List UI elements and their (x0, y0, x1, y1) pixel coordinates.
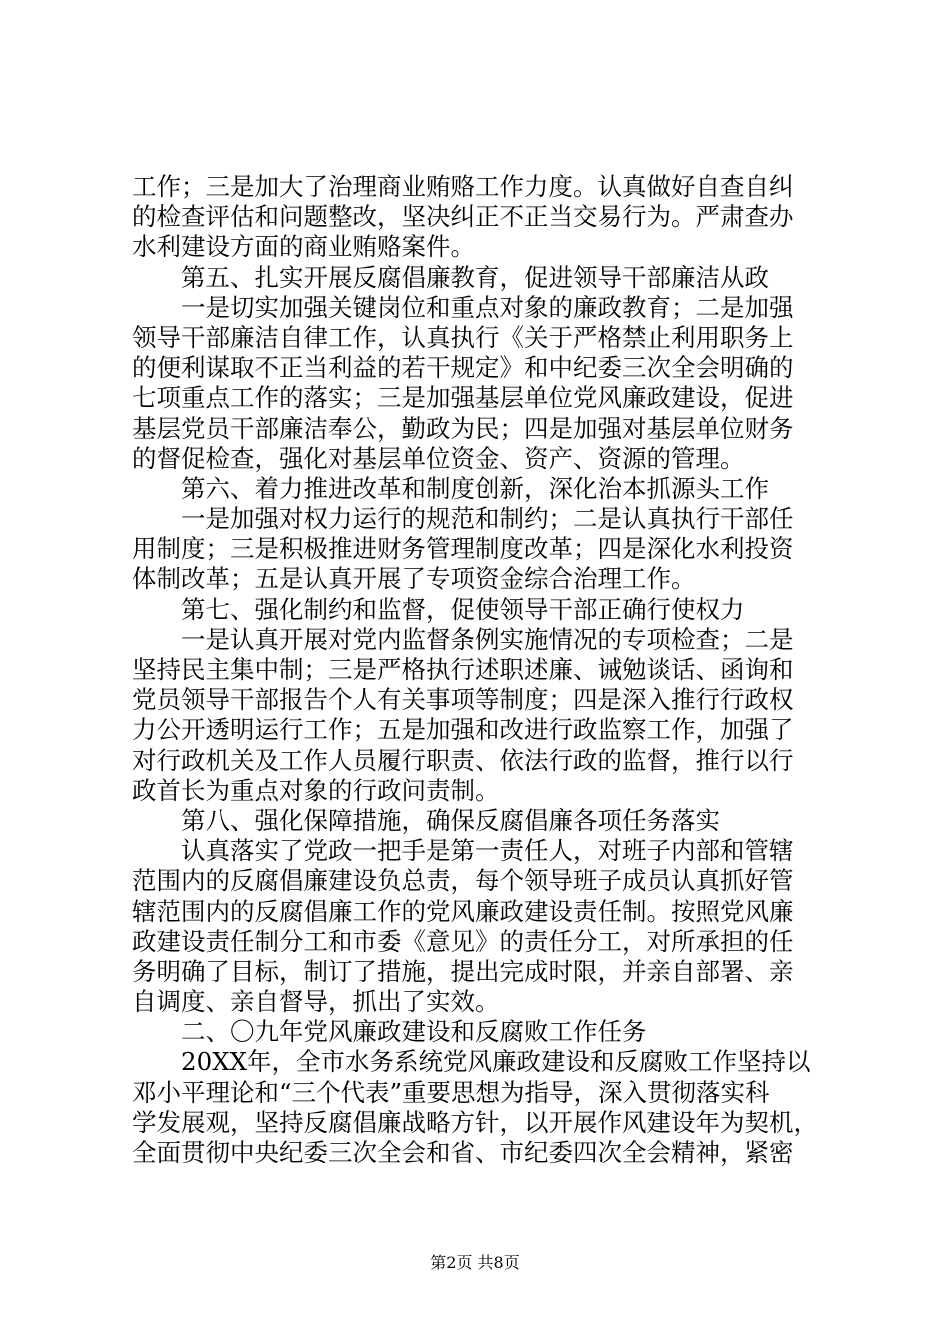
text-line: 水利建设方面的商业贿赂案件。 (132, 232, 475, 262)
text-line: 坚持民主集中制；三是严格执行述职述廉、诫勉谈话、函询和 (132, 655, 794, 684)
text-line: 务明确了目标，制订了措施，提出完成时限，并亲自部署、亲 (132, 956, 794, 986)
text-line: 用制度；三是积极推进财务管理制度改革；四是深化水利投资 (132, 534, 794, 564)
document-body (132, 172, 830, 1168)
text-line: 一是认真开展对党内监督条例实施情况的专项检查；二是 (132, 624, 794, 654)
text-line: 体制改革；五是认真开展了专项资金综合治理工作。 (132, 564, 696, 594)
text-line: 的便利谋取不正当利益的若干规定》和中纪委三次全会明确的 (132, 353, 794, 383)
text-line: 的督促检查，强化对基层单位资金、资产、资源的管理。 (132, 443, 745, 473)
text-line: 20XX年，全市水务系统党风廉政建设和反腐败工作坚持以 (132, 1047, 811, 1077)
text-line: 工作；三是加大了治理商业贿赂工作力度。认真做好自查自纠 (132, 172, 794, 201)
text-line: 一是切实加强关键岗位和重点对象的廉政教育；二是加强 (132, 292, 794, 322)
page-footer: 第2页 共8页 (430, 1253, 520, 1272)
text-line: 政首长为重点对象的行政问责制。 (132, 775, 500, 805)
section-heading: 第六、着力推进改革和制度创新，深化治本抓源头工作 (132, 473, 769, 503)
text-line: 力公开透明运行工作；五是加强和改进行政监察工作，加强了 (132, 715, 794, 745)
text-line: 领导干部廉洁自律工作，认真执行《关于严格禁止利用职务上 (132, 322, 794, 352)
text-line: 范围内的反腐倡廉建设负总责，每个领导班子成员认真抓好管 (132, 866, 794, 896)
section-heading: 第七、强化制约和监督，促使领导干部正确行使权力 (132, 594, 745, 624)
text-line: 七项重点工作的落实；三是加强基层单位党风廉政建设，促进 (132, 383, 794, 413)
text-line: 学发展观，坚持反腐倡廉战略方针，以开展作风建设年为契机， (132, 1107, 818, 1137)
text-line: 自调度、亲自督导，抓出了实效。 (132, 987, 500, 1017)
text-line: 的检查评估和问题整改，坚决纠正不正当交易行为。严肃查办 (132, 202, 794, 232)
section-heading: 第八、强化保障措施，确保反腐倡廉各项任务落实 (132, 805, 720, 835)
text-line: 一是加强对权力运行的规范和制约；二是认真执行干部任 (132, 504, 794, 534)
text-line: 邓小平理论和“三个代表”重要思想为指导，深入贯彻落实科 (132, 1077, 770, 1107)
text-line: 辖范围内的反腐倡廉工作的党风廉政建设责任制。按照党风廉 (132, 896, 794, 926)
text-line: 认真落实了党政一把手是第一责任人，对班子内部和管辖 (132, 836, 794, 866)
text-line: 对行政机关及工作人员履行职责、依法行政的监督，推行以行 (132, 745, 794, 775)
text-line: 党员领导干部报告个人有关事项等制度；四是深入推行行政权 (132, 685, 794, 715)
text-line: 全面贯彻中央纪委三次全会和省、市纪委四次全会精神，紧密 (132, 1138, 794, 1167)
section-heading: 二、〇九年党风廉政建设和反腐败工作任务 (132, 1017, 647, 1047)
text-line: 基层党员干部廉洁奉公，勤政为民；四是加强对基层单位财务 (132, 413, 794, 443)
section-heading: 第五、扎实开展反腐倡廉教育，促进领导干部廉洁从政 (132, 262, 769, 292)
text-line: 政建设责任制分工和市委《意见》的责任分工，对所承担的任 (132, 926, 794, 956)
